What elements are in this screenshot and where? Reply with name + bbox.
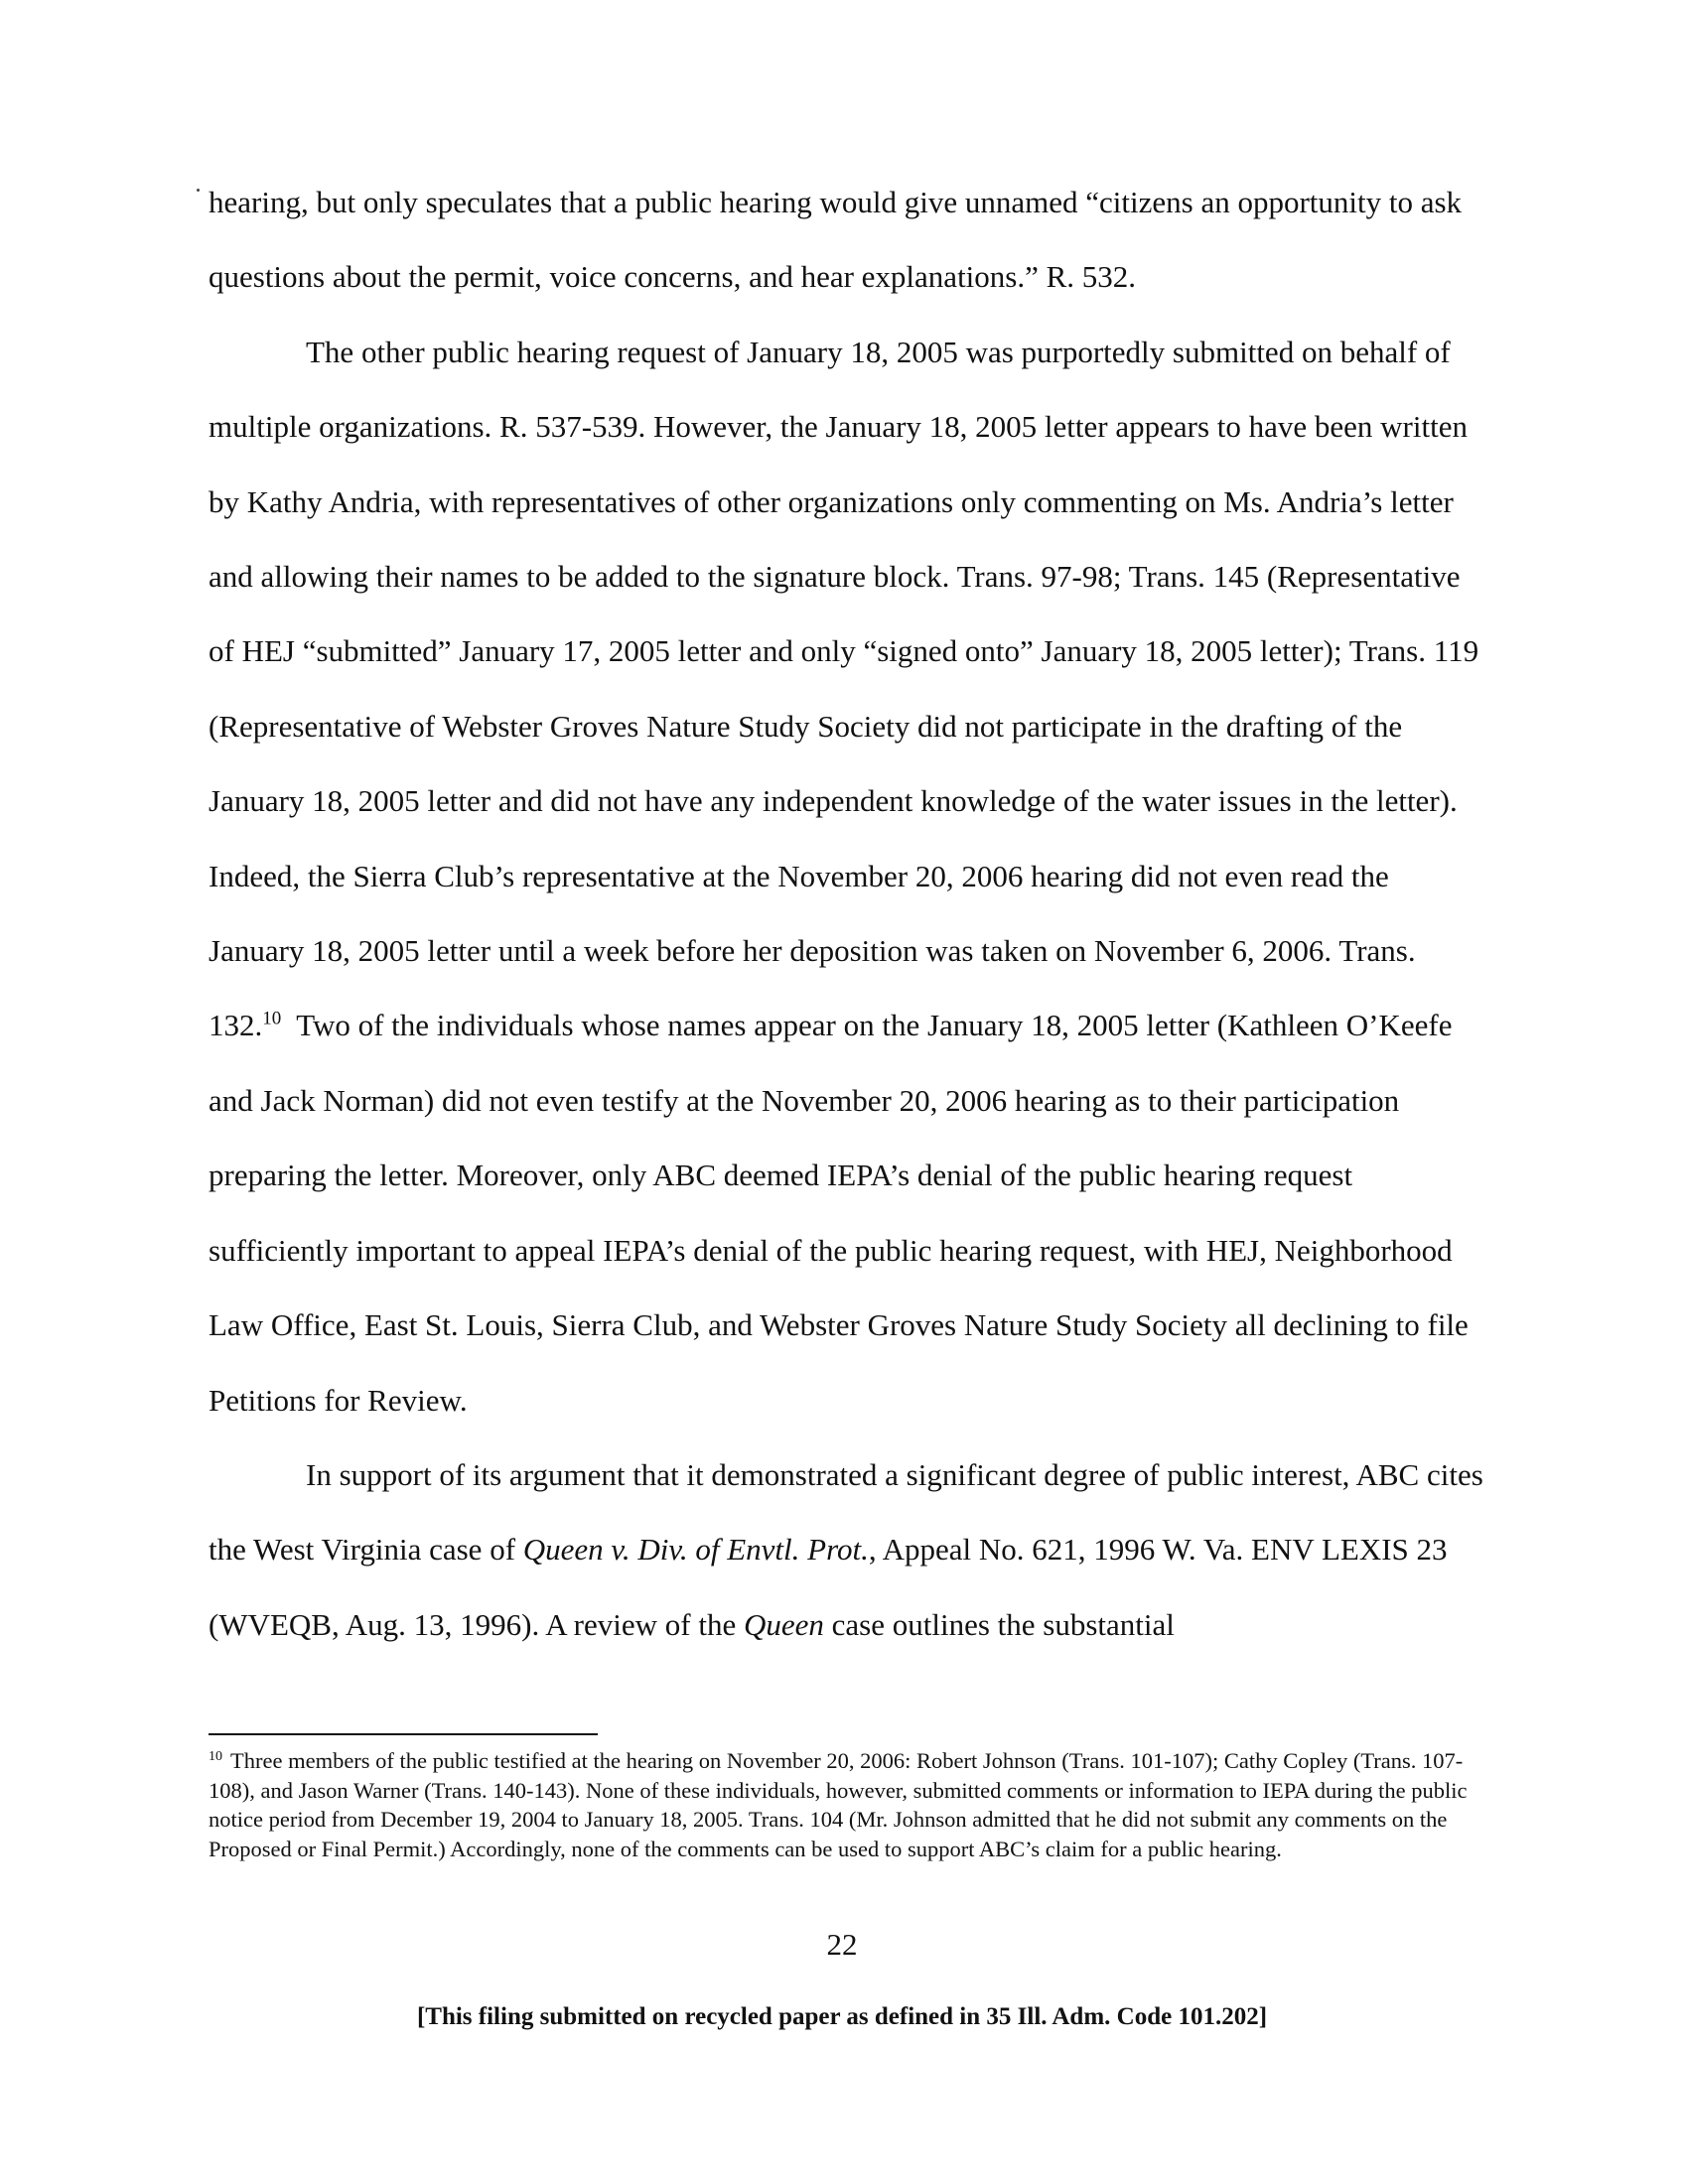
paragraph-hearing-request xyxy=(209,315,1489,1437)
paragraph-text: Two of the individuals whose names appear on the January 18, 2005 letter (Kathleen O’Keefe and Jack Norman) did not even testify at the November 20, 2006 hearing as to their participation preparing the letter. Moreover, only ABC deemed IEPA’s denial of the public hearing request sufficiently important to appeal IEPA’s denial of the public hearing request, with HEJ, Neighborhood Law Office, East St. Louis, Sierra Club, and Webster Groves Nature Study Society all declining to file Petitions for Review. xyxy=(209,1008,1469,1418)
paragraph-text: hearing, but only speculates that a public hearing would give unnamed “citizens an opportunity to ask questions about the permit, voice concerns, and hear explanations.” R. 532. xyxy=(209,185,1463,295)
footnote-number: 10 xyxy=(209,1748,222,1764)
footnote-divider xyxy=(209,1733,598,1735)
paragraph-public-interest xyxy=(209,1437,1489,1662)
margin-mark xyxy=(197,189,200,192)
footnote-reference: 10 xyxy=(262,1009,282,1030)
body-text xyxy=(209,165,1489,1662)
paragraph-continuation xyxy=(209,165,1489,315)
case-name: Queen xyxy=(743,1606,824,1642)
paragraph-text: , Appeal No. 621, 1996 W. Va. ENV LEXIS 23 (WVEQB, Aug. 13, 1996). A review of the xyxy=(209,1532,1448,1642)
paragraph-text: In support of its argument that it demonstrated a significant degree of public interest, ABC cites the West Virginia case of xyxy=(209,1456,1483,1568)
paragraph-text: The other public hearing request of January 18, 2005 was purportedly submitted on behalf of multiple organizations. R. 537-539. However, the January 18, 2005 letter appears to have been written by Kathy Andria, with representatives of other organizations only commenting on Ms. Andria’s letter and allowing their names to be added to the signature block. Trans. 97-98; Trans. 145 (Representative of HEJ “submitted” January 17, 2005 letter and only “signed onto” January 18, 2005 letter); Trans. 119 (Representative of Webster Groves Nature Study Society did not participate in the drafting of the January 18, 2005 letter and did not have any independent knowledge of the water issues in the letter). Indeed, the Sierra Club’s representative at the November 20, 2006 hearing did not even read the January 18, 2005 letter until a week before her deposition was taken on November 6, 2006. Trans. 132. xyxy=(209,334,1479,1043)
case-citation: Queen v. Div. of Envtl. Prot. xyxy=(522,1532,869,1568)
paragraph-text: case outlines the substantial xyxy=(823,1606,1175,1642)
page-number: 22 xyxy=(826,1927,858,1962)
footnote xyxy=(209,1746,1489,1863)
footnote-text: Three members of the public testified at the hearing on November 20, 2006: Robert Johnson (Trans. 101-107); Cathy Copley (Trans. 107-108), and Jason Warner (Trans. 140-143). None of these individuals, however, submitted comments or information to IEPA during the public notice period from December 19, 2004 to January 18, 2005. Trans. 104 (Mr. Johnson admitted that he did not submit any comments on the Proposed or Final Permit.) Accordingly, none of the comments can be used to support ABC’s claim for a public hearing. xyxy=(209,1748,1468,1861)
footer-note: [This filing submitted on recycled paper as defined in 35 Ill. Adm. Code 101.202] xyxy=(416,2003,1268,2030)
